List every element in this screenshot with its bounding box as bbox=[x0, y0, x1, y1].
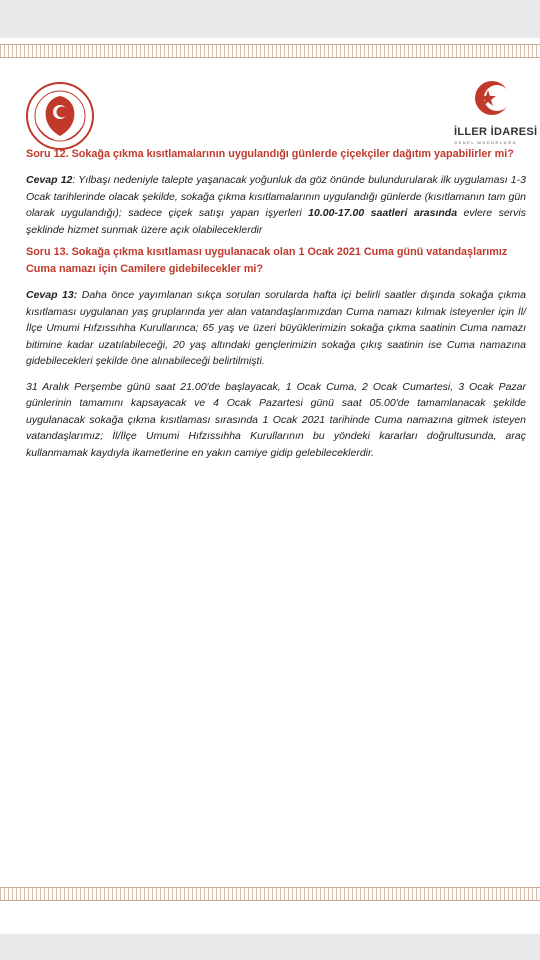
decorative-border-top bbox=[0, 44, 540, 58]
ministry-seal-logo bbox=[24, 80, 96, 152]
answer-13 bbox=[26, 287, 526, 370]
answer-12-text-part1: : Yılbaşı nedeniyle talepte yaşanacak yoğunluk da göz önünde bulundurularak ilk uygulaması 1-3 Ocak tarihlerinde olacak şekilde, sokağa çıkma kısıtlamalarının uygulandığı günlerde (kısıtlamanın tam gün olarak uygulandığı); sadece çiçek satışı yapan işyerleri bbox=[26, 174, 526, 219]
decorative-border-bottom bbox=[0, 887, 540, 901]
answer-12-label: Cevap 12 bbox=[26, 174, 73, 186]
bottom-background bbox=[0, 934, 540, 960]
top-background bbox=[0, 0, 540, 38]
answer-13-text-part1: Daha önce yayımlanan sıkça sorulan sorularda hafta içi belirli saatler dışında sokağa çıkma kısıtlaması uygulanan yaş gruplarında yer alan vatandaşlarımızdan Cuma namazı kılmak isteyenler için İl/İlçe Umumi Hıfzıssıhha Kurullarınca; 65 yaş ve üzeri büyüklerimizin sokağa çıkma saatinin Cuma namazı bitimine kadar uzatılabileceği, 20 yaş altındaki gençlerimizin sokağa çıkış saatinin ise Cuma namazına gidebilecekleri şekilde öne alınabileceği belirtilmişti. bbox=[26, 289, 527, 367]
question-12: Soru 12. Sokağa çıkma kısıtlamalarının uygulandığı günlerde çiçekçiler dağıtım yapabilirler mi? bbox=[26, 148, 514, 160]
star-crescent-icon bbox=[444, 78, 540, 124]
answer-13-paragraph-2: 31 Aralık Perşembe günü saat 21.00'de başlayacak, 1 Ocak Cuma, 2 Ocak Cumartesi, 3 Ocak Pazar günlerinin tamamını kapsayacak ve 4 Ocak Pazartesi günü saat 05.00'de tamamlanacak şekilde uygulanacak sokağa çıkma kısıtlaması sırasında 1 Ocak 2021 tarihinde Cuma namazına gitmek isteyen vatandaşlarımız; İl/İlçe Umumi Hıfzıssıhha Kurullarının bu yöndeki kararları doğrultusunda, araç kullanmamak kaydıyla ikametlerine en yakın camiye gidip gelebileceklerdir. bbox=[26, 380, 526, 459]
org-name: İLLER İDARESİ bbox=[454, 126, 538, 138]
question-13: Soru 13. Sokağa çıkma kısıtlaması uygulanacak olan 1 Ocak 2021 Cuma günü vatandaşlarımız Cuma namazı için Camilere gidebilecekler mi? bbox=[26, 246, 508, 275]
document-content bbox=[26, 146, 526, 461]
org-subtitle: GENEL MÜDÜRLÜĞÜ bbox=[454, 140, 518, 145]
answer-13-label: Cevap 13: bbox=[26, 289, 78, 301]
iller-idaresi-logo bbox=[444, 78, 540, 150]
answer-12-bold-hours: 10.00-17.00 saatleri arasında bbox=[308, 207, 458, 219]
answer-12-text-part2: evlere servis şeklinde hizmet sunmak üzere açık olabileceklerdir bbox=[26, 207, 526, 236]
answer-12 bbox=[26, 172, 526, 238]
